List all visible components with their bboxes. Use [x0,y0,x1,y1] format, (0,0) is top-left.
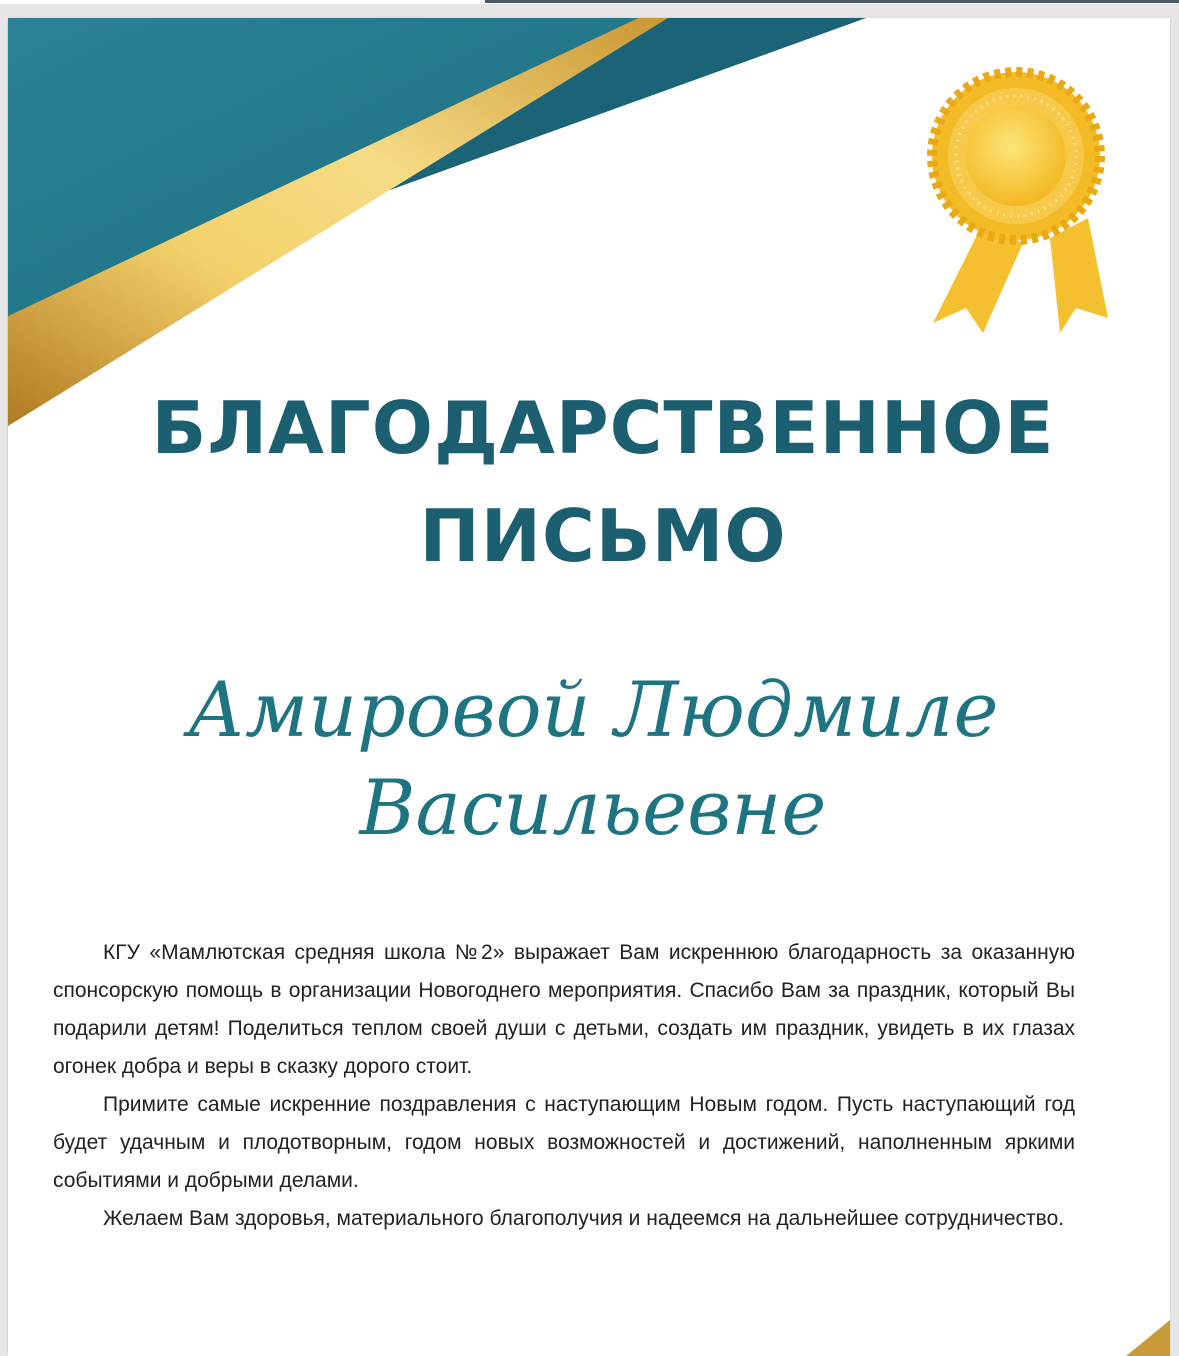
corner-teal-shape [8,18,638,316]
bottom-right-gold-corner [1126,1320,1170,1356]
recipient-name-line-2: Васильевне [359,763,827,852]
title-line-2: ПИСЬМО [419,494,787,578]
viewer-toolbar-edge [485,0,1179,3]
award-rosette-icon [932,72,1108,333]
body-paragraph-2: Примите самые искренние поздравления с наступающим Новым годом. Пусть наступающий год будет удачным и плодотворным, годом новых возможностей и достижений, наполненным яркими событиями и добрыми делами. [53,1093,1075,1192]
recipient-name-line-1: Амировой Людмиле [187,665,999,754]
letter-body [53,934,1075,1238]
rosette-center [966,106,1066,206]
letter-page [8,18,1170,1356]
body-paragraph-3: Желаем Вам здоровья, материального благополучия и надеемся на дальнейшее сотрудничество. [103,1207,1065,1230]
rosette-ribbon-right [1050,218,1108,333]
body-paragraph-1: КГУ «Мамлютская средняя школа №2» выражает Вам искреннюю благодарность за оказанную спонсорскую помощь в организации Новогоднего мероприятия. Спасибо Вам за праздник, который Вы подарили детям! Поделиться теплом своей души с детьми, создать им праздник, увидеть в их глазах огонек добра и веры в сказку дорого стоит. [53,941,1075,1078]
viewer-top-strip [0,0,1179,4]
title-line-1: БЛАГОДАРСТВЕННОЕ [151,386,1055,470]
corner-banner [8,18,866,426]
